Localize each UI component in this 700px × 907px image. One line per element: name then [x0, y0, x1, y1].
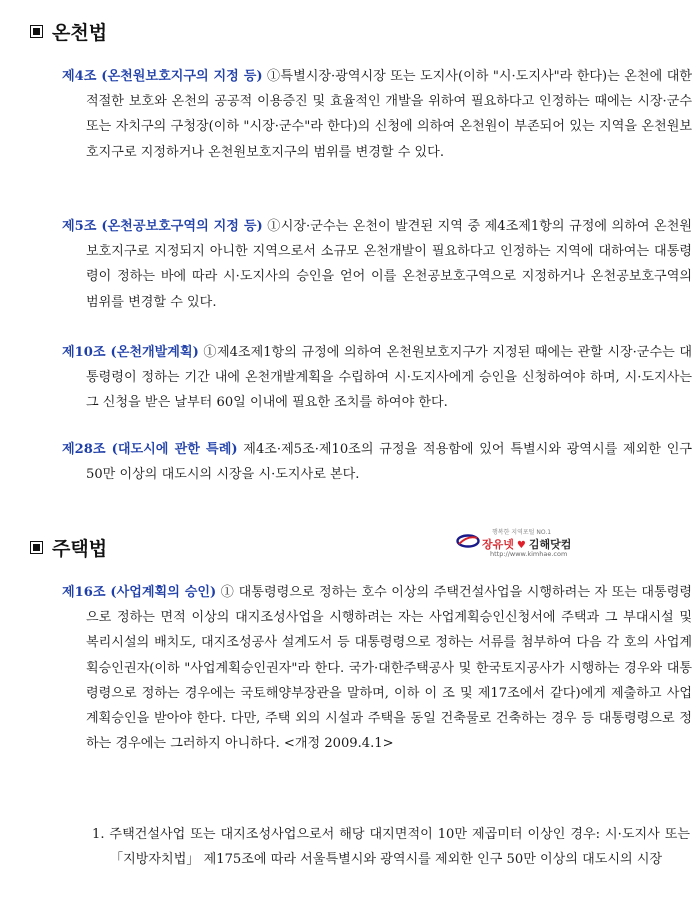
article-title: 제28조 (대도시에 관한 특례)	[62, 442, 238, 457]
article-10	[62, 340, 692, 416]
article-body: ①특별시장·광역시장 또는 도지사(이하 "시·도지사"라 한다)는 온천에 대한 적절한 보호와 온천의 공공적 이용증진 및 효율적인 개발을 위하여 필요하다고 인정하는 때에는 시장·군수 또는 자치구의 구청장(이하 "시장·군수"라 한다)의 신청에 의하여 온천원이 부존되어 있는 지역을 온천원보호지구로 지정하거나 온천원보호지구의 범위를 변경할 수 있다.	[86, 69, 692, 160]
section-title: 온천법	[52, 22, 108, 44]
logo-url: http://www.kimhae.com	[490, 550, 568, 558]
article-16-item-1	[92, 822, 690, 872]
article-title: 제5조 (온천공보호구역의 지정 등)	[62, 219, 263, 234]
article-body: ①제4조제1항의 규정에 의하여 온천원보호지구가 지정된 때에는 관할 시장·군수는 대통령령이 정하는 기간 내에 온천개발계획을 수립하여 시·도지사에게 승인을 신청하여야 하며, 시·도지사는 그 신청을 받은 날부터 60일 이내에 필요한 조치를 하여야 한다.	[86, 345, 693, 411]
logo-tagline: 행복한 지역포털 NO.1	[492, 529, 552, 536]
article-body: ① 대통령령으로 정하는 호수 이상의 주택건설사업을 시행하려는 자 또는 대통령령으로 정하는 면적 이상의 대지조성사업을 시행하려는 자는 사업계획승인신청서에 주택과 그 부대시설 및 복리시설의 배치도, 대지조성공사 설계도서 등 대통령령으로 정하는 서류를 첨부하여 다음 각 호의 사업계획승인권자(이하 "사업계획승인권자"라 한다. 국가·대한주택공사 및 한국토지공사가 시행하는 경우와 대통령령으로 정하는 경우에는 국토해양부장관을 말하며, 이하 이 조 및 제17조에서 같다)에게 제출하고 사업계획승인을 받아야 한다. 다만, 주택 외의 시설과 주택을 동일 건축물로 건축하는 경우 등 대통령령으로 정하는 경우에는 그러하지 아니하다. <개정 2009.4.1>	[86, 585, 692, 752]
article-body: ①시장·군수는 온천이 발견된 지역 중 제4조제1항의 규정에 의하여 온천원보호지구로 지정되지 아니한 지역으로서 소규모 온천개발이 필요하다고 인정하는 지역에 대하여는 대통령령이 정하는 바에 따라 시·도지사의 승인을 얻어 이를 온천공보호구역으로 지정하거나 온천공보호구역의 범위를 변경할 수 있다.	[86, 219, 692, 310]
section-title: 주택법	[52, 538, 108, 560]
section-heading-hot-spring	[30, 18, 107, 45]
article-4	[62, 64, 692, 165]
square-bullet-icon	[30, 541, 43, 554]
article-title: 제16조 (사업계획의 승인)	[62, 585, 217, 600]
article-16	[62, 580, 692, 756]
section-heading-housing	[30, 534, 107, 561]
heart-icon: ♥	[516, 540, 526, 551]
article-28	[62, 437, 692, 487]
article-title: 제10조 (온천개발계획)	[62, 345, 199, 360]
kimhae-logo	[456, 527, 606, 557]
logo-brand: 장유넷 ♥ 김해닷컴	[482, 538, 572, 551]
article-title: 제4조 (온천원보호지구의 지정 등)	[62, 69, 263, 84]
square-bullet-icon	[30, 25, 43, 38]
article-5	[62, 214, 692, 315]
article-body: 제4조·제5조·제10조의 규정을 적용함에 있어 특별시와 광역시를 제외한 인구 50만 이상의 대도시의 시장을 시·도지사로 본다.	[86, 442, 692, 483]
swirl-logo-icon	[456, 533, 480, 549]
item-text: 1. 주택건설사업 또는 대지조성사업으로서 해당 대지면적이 10만 제곱미터 이상인 경우: 시·도지사 또는 「지방자치법」 제175조에 따라 서울특별시와 광역시를 제외한 인구 50만 이상의 대도시의 시장	[92, 827, 690, 868]
